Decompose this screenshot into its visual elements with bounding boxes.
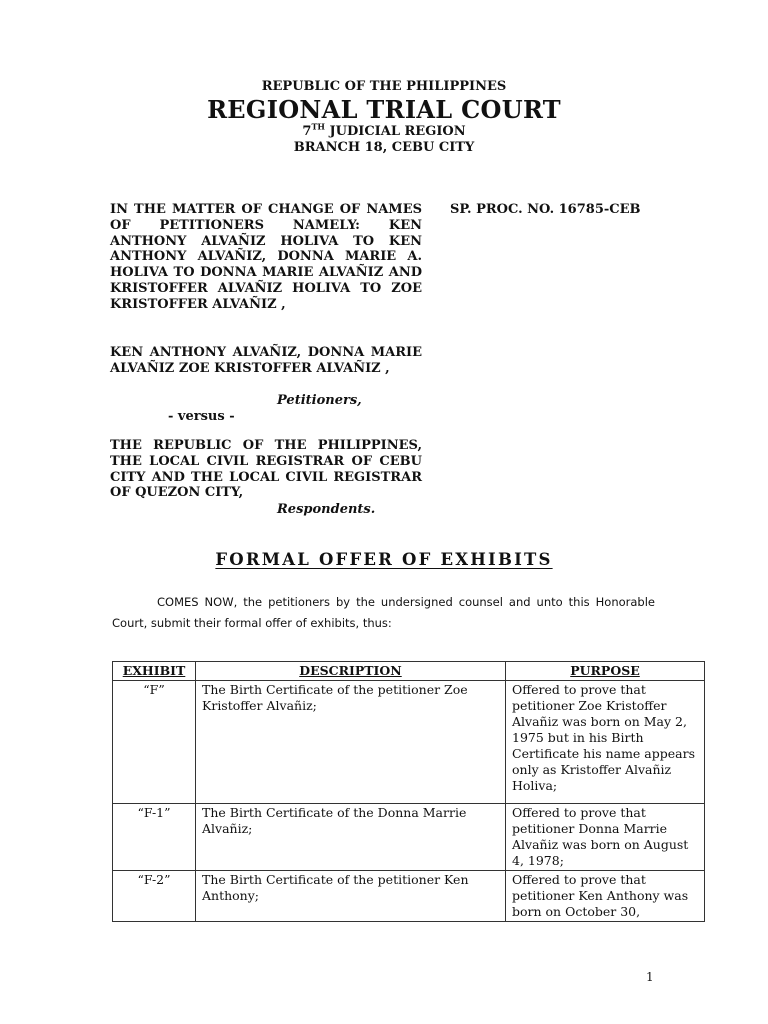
table-header-row	[113, 662, 705, 681]
judicial-region	[0, 121, 768, 139]
case-caption-matter	[110, 202, 422, 313]
case-number: SP. PROC. NO. 16785-CEB	[450, 202, 641, 217]
description-cell: The Birth Certificate of the petitioner Ken Anthony;	[196, 871, 506, 922]
table-row	[113, 804, 705, 871]
petitioners-names: KEN ANTHONY ALVAÑIZ, DONNA MARIE ALVAÑIZ ZOE KRISTOFFER ALVAÑIZ ,	[110, 345, 422, 376]
region-number: 7	[302, 124, 312, 139]
case-caption-respondents	[110, 438, 422, 501]
petitioners-label: Petitioners,	[277, 393, 362, 408]
purpose-cell: Offered to prove that petitioner Zoe Kristoffer Alvañiz was born on May 2, 1975 but in his Birth Certificate his name appears only as Kristoffer Alvañiz Holiva;	[506, 681, 705, 804]
region-label: JUDICIAL REGION	[324, 124, 466, 139]
branch-heading: BRANCH 18, CEBU CITY	[293, 140, 475, 155]
column-header-description: DESCRIPTION	[196, 662, 506, 681]
purpose-cell: Offered to prove that petitioner Donna Marrie Alvañiz was born on August 4, 1978;	[506, 804, 705, 871]
table-row	[113, 681, 705, 804]
intro-paragraph	[112, 592, 655, 634]
description-cell: The Birth Certificate of the petitioner Zoe Kristoffer Alvañiz;	[196, 681, 506, 804]
exhibit-cell: “F”	[113, 681, 196, 804]
table-row	[113, 871, 705, 922]
region-superscript: TH	[311, 121, 325, 132]
case-caption-petitioners	[110, 345, 422, 377]
column-header-exhibit: EXHIBIT	[113, 662, 196, 681]
republic-heading: REPUBLIC OF THE PHILIPPINES	[261, 79, 507, 94]
column-header-purpose: PURPOSE	[506, 662, 705, 681]
intro-text: COMES NOW, the petitioners by the undersigned counsel and unto this Honorable Court, submit their formal offer of exhibits, thus:	[112, 595, 655, 630]
purpose-cell: Offered to prove that petitioner Ken Anthony was born on October 30,	[506, 871, 705, 922]
respondents-label: Respondents.	[277, 502, 376, 517]
respondents-names: THE REPUBLIC OF THE PHILIPPINES, THE LOCAL CIVIL REGISTRAR OF CEBU CITY AND THE LOCAL CIVIL REGISTRAR OF QUEZON CITY,	[110, 438, 422, 501]
exhibit-cell: “F-2”	[113, 871, 196, 922]
matter-text: IN THE MATTER OF CHANGE OF NAMES OF PETITIONERS NAMELY: KEN ANTHONY ALVAÑIZ HOLIVA TO KEN ANTHONY ALVAÑIZ, DONNA MARIE A. HOLIVA TO DONNA MARIE ALVAÑIZ AND KRISTOFFER ALVAÑIZ HOLIVA TO ZOE KRISTOFFER ALVAÑIZ ,	[110, 202, 422, 312]
exhibits-table	[112, 661, 705, 922]
document-title: FORMAL OFFER OF EXHIBITS	[215, 550, 553, 569]
exhibit-cell: “F-1”	[113, 804, 196, 871]
description-cell: The Birth Certificate of the Donna Marrie Alvañiz;	[196, 804, 506, 871]
court-heading: REGIONAL TRIAL COURT	[207, 95, 561, 124]
page-number: 1	[646, 970, 654, 984]
versus-label: - versus -	[168, 409, 235, 424]
